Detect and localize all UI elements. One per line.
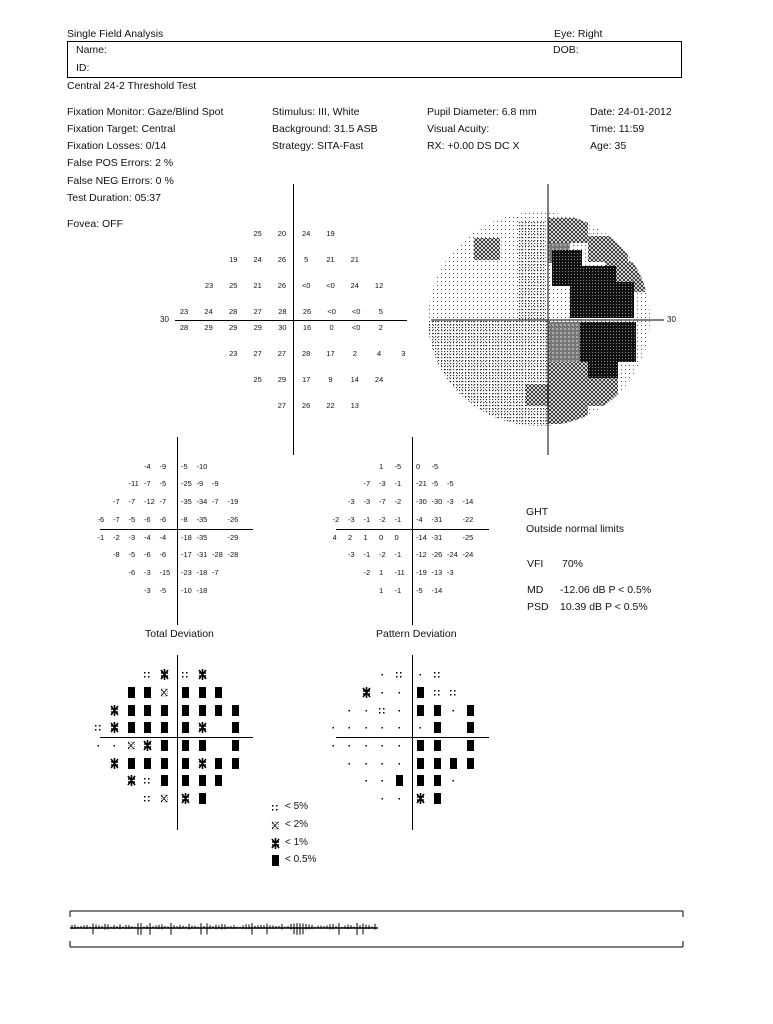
threshold-value: 27 <box>277 401 287 410</box>
total-deviation-values-cell: -5 <box>159 479 167 488</box>
pattern-deviation-values-cell: -14 <box>431 586 443 595</box>
param-rx: RX: +0.00 DS DC X <box>427 140 520 152</box>
total-deviation-values-cell: -5 <box>128 515 136 524</box>
threshold-value: 24 <box>302 229 311 238</box>
pattern-deviation-values-cell: -4 <box>416 515 423 524</box>
total-deviation-values-cell: -2 <box>113 533 120 542</box>
param-visual-acuity: Visual Acuity: <box>427 123 490 135</box>
total-deviation-values-cell: -9 <box>212 479 219 488</box>
param-fixation-losses: Fixation Losses: 0/14 <box>67 140 167 152</box>
threshold-value: 26 <box>277 255 287 264</box>
threshold-value: 26 <box>277 281 287 290</box>
total-deviation-values-cell: -9 <box>159 462 167 471</box>
param-false-pos: False POS Errors: 2 % <box>67 157 174 169</box>
threshold-value: 5 <box>304 255 309 264</box>
threshold-value: 9 <box>328 375 333 384</box>
pattern-deviation-values-cell: 4 <box>332 533 337 542</box>
md-label: MD <box>527 584 544 596</box>
pattern-deviation-values-cell: -5 <box>394 462 402 471</box>
param-strategy: Strategy: SITA-Fast <box>272 140 364 152</box>
threshold-value: 21 <box>253 281 262 290</box>
threshold-value: 23 <box>204 281 214 290</box>
total-deviation-values-cell: -4 <box>159 533 167 542</box>
threshold-value: 0 <box>329 323 334 332</box>
total-deviation-values-cell: -35 <box>196 533 208 542</box>
threshold-value: 24 <box>374 375 384 384</box>
pattern-deviation-values-cell: -1 <box>394 550 402 559</box>
pattern-deviation-values-cell: -7 <box>363 479 371 488</box>
total-deviation-values-cell: -9 <box>196 479 204 488</box>
param-background: Background: 31.5 ASB <box>272 123 378 135</box>
threshold-value: <0 <box>351 307 361 316</box>
pattern-deviation-values-cell: -13 <box>431 568 443 577</box>
ght-value: Outside normal limits <box>526 523 625 535</box>
total-deviation-values-cell: -6 <box>128 568 136 577</box>
grayscale-axis-label-right: 30 <box>667 315 676 324</box>
total-deviation-values-cell: -28 <box>227 550 239 559</box>
threshold-value: 25 <box>253 375 262 384</box>
pattern-deviation-values-cell: 1 <box>379 586 384 595</box>
pattern-deviation-values-cell: -31 <box>431 533 443 542</box>
threshold-value: 24 <box>253 255 262 264</box>
pattern-deviation-values-cell: -14 <box>416 533 427 542</box>
pattern-deviation-values-cell: -3 <box>363 497 371 506</box>
threshold-value: 24 <box>204 307 213 316</box>
threshold-value: 4 <box>377 349 382 358</box>
total-deviation-values-cell: -6 <box>159 550 167 559</box>
threshold-value: 25 <box>229 281 238 290</box>
threshold-value: 19 <box>229 255 238 264</box>
pattern-deviation-values-cell: -7 <box>379 497 386 506</box>
md-value: -12.06 dB P < 0.5% <box>560 584 652 596</box>
total-deviation-values-cell: -4 <box>144 462 151 471</box>
threshold-value: 26 <box>302 307 312 316</box>
pattern-deviation-values-cell: -1 <box>394 479 402 488</box>
total-deviation-values-cell: -8 <box>181 515 188 524</box>
threshold-value: <0 <box>351 323 361 332</box>
pattern-deviation-label: Pattern Deviation <box>376 628 457 640</box>
pattern-deviation-values-cell: -21 <box>416 479 427 488</box>
threshold-value: 28 <box>278 307 287 316</box>
threshold-value: 12 <box>374 281 384 290</box>
legend-label-p2: < 2% <box>285 819 309 830</box>
threshold-value: 27 <box>253 349 262 358</box>
total-deviation-values-cell: -6 <box>97 515 105 524</box>
total-deviation-values-cell: -8 <box>113 550 120 559</box>
pattern-deviation-values-cell: -19 <box>416 568 427 577</box>
legend-label-p1: < 1% <box>285 837 309 848</box>
threshold-value: 27 <box>253 307 262 316</box>
pattern-deviation-values-cell: -5 <box>447 479 454 488</box>
threshold-value: 17 <box>326 349 335 358</box>
patient-id-label: ID: <box>76 62 90 74</box>
total-deviation-values-cell: -3 <box>144 586 151 595</box>
vfi-value: 70% <box>562 558 584 570</box>
psd-value: 10.39 dB P < 0.5% <box>560 601 648 613</box>
pattern-deviation-values-cell: 1 <box>363 533 368 542</box>
threshold-value: 27 <box>277 349 287 358</box>
pattern-deviation-values-cell: 0 <box>416 462 421 471</box>
threshold-value: <0 <box>301 281 311 290</box>
total-deviation-values-cell: -23 <box>181 568 192 577</box>
total-deviation-label: Total Deviation <box>145 628 214 640</box>
pattern-deviation-values-cell: 2 <box>348 533 353 542</box>
threshold-value: 23 <box>229 349 238 358</box>
total-deviation-values-cell: -34 <box>196 497 208 506</box>
total-deviation-values-cell: -35 <box>196 515 208 524</box>
threshold-value: 14 <box>350 375 359 384</box>
threshold-value: 25 <box>253 229 262 238</box>
threshold-value: 3 <box>401 349 406 358</box>
total-deviation-values-cell: -4 <box>144 533 151 542</box>
total-deviation-values-cell: -18 <box>196 586 208 595</box>
pattern-deviation-values-cell: -2 <box>379 550 386 559</box>
pattern-deviation-values-cell: -2 <box>332 515 340 524</box>
total-deviation-values-cell: -19 <box>227 497 239 506</box>
threshold-value: 28 <box>302 349 311 358</box>
pattern-deviation-values-cell: -24 <box>447 550 458 559</box>
pattern-deviation-values-cell: -25 <box>462 533 474 542</box>
pattern-deviation-values-cell: -2 <box>379 515 386 524</box>
eye-label: Eye: Right <box>554 28 603 40</box>
legend-label-p5: < 5% <box>285 801 309 812</box>
param-fixation-target: Fixation Target: Central <box>67 123 176 135</box>
threshold-axis-label-left: 30 <box>160 315 169 324</box>
total-deviation-values-cell: -5 <box>181 462 188 471</box>
pattern-deviation-values-cell: -1 <box>394 586 402 595</box>
pattern-deviation-values-cell: -3 <box>348 550 355 559</box>
total-deviation-values-cell: -10 <box>196 462 208 471</box>
pattern-deviation-values-cell: 1 <box>379 568 384 577</box>
pattern-deviation-values-cell: -12 <box>416 550 427 559</box>
total-deviation-values-cell: -15 <box>159 568 171 577</box>
psd-label: PSD <box>527 601 549 613</box>
dob-label: DOB: <box>553 44 579 56</box>
threshold-value: <0 <box>326 281 335 290</box>
pattern-deviation-values-cell: 0 <box>379 533 384 542</box>
total-deviation-values-cell: -3 <box>128 533 136 542</box>
pattern-deviation-values-cell: -5 <box>416 586 423 595</box>
threshold-value: 24 <box>350 281 359 290</box>
total-deviation-values-cell: -5 <box>159 586 167 595</box>
threshold-value: 26 <box>302 401 311 410</box>
threshold-value: 28 <box>179 323 189 332</box>
threshold-value: 29 <box>253 323 262 332</box>
pattern-deviation-values-cell: -11 <box>394 568 405 577</box>
total-deviation-values-cell: -7 <box>128 497 136 506</box>
total-deviation-values-cell: -1 <box>97 533 105 542</box>
threshold-value: 29 <box>229 323 238 332</box>
param-date: Date: 24-01-2012 <box>590 106 672 118</box>
pattern-deviation-values-cell: -3 <box>447 497 454 506</box>
total-deviation-values-cell: -6 <box>144 550 151 559</box>
param-false-neg: False NEG Errors: 0 % <box>67 175 174 187</box>
legend-label-p05: < 0.5% <box>285 854 317 865</box>
pattern-deviation-values-cell: -3 <box>348 497 355 506</box>
param-stimulus: Stimulus: III, White <box>272 106 360 118</box>
param-fixation-monitor: Fixation Monitor: Gaze/Blind Spot <box>67 106 224 118</box>
param-test-duration: Test Duration: 05:37 <box>67 192 161 204</box>
test-name: Central 24-2 Threshold Test <box>67 80 197 92</box>
threshold-value: 5 <box>378 307 383 316</box>
total-deviation-values-cell: -31 <box>196 550 208 559</box>
pattern-deviation-values-cell: -22 <box>462 515 474 524</box>
total-deviation-values-cell: -6 <box>159 515 167 524</box>
total-deviation-values-cell: -7 <box>113 497 120 506</box>
pattern-deviation-values-cell: -30 <box>431 497 443 506</box>
pattern-deviation-values-cell: -1 <box>363 515 371 524</box>
threshold-value: 29 <box>277 375 287 384</box>
total-deviation-values-cell: -7 <box>144 479 151 488</box>
threshold-value: 13 <box>350 401 359 410</box>
total-deviation-values-cell: -26 <box>227 515 239 524</box>
param-fovea: Fovea: OFF <box>67 218 124 230</box>
threshold-value: 21 <box>350 255 359 264</box>
total-deviation-values-cell: -17 <box>181 550 192 559</box>
threshold-value: 23 <box>179 307 189 316</box>
total-deviation-values-cell: -18 <box>196 568 208 577</box>
threshold-value: 30 <box>278 323 287 332</box>
total-deviation-values-cell: -6 <box>144 515 151 524</box>
total-deviation-values-cell: -12 <box>144 497 155 506</box>
pattern-deviation-values-cell: -1 <box>394 515 402 524</box>
pattern-deviation-values-cell: -3 <box>348 515 355 524</box>
threshold-value: 29 <box>204 323 213 332</box>
param-age: Age: 35 <box>590 140 627 152</box>
threshold-value: 21 <box>326 255 335 264</box>
pattern-deviation-values-cell: -1 <box>363 550 371 559</box>
total-deviation-values-cell: -7 <box>212 568 219 577</box>
threshold-value: 20 <box>277 229 287 238</box>
threshold-value: <0 <box>327 307 336 316</box>
pattern-deviation-values-cell: 1 <box>379 462 384 471</box>
pattern-deviation-values-cell: -3 <box>379 479 386 488</box>
pattern-deviation-values-cell: 0 <box>394 533 399 542</box>
param-pupil-diameter: Pupil Diameter: 6.8 mm <box>427 106 537 118</box>
pattern-deviation-values-cell: -2 <box>394 497 402 506</box>
threshold-value: 2 <box>378 323 383 332</box>
patient-name-label: Name: <box>76 44 107 56</box>
threshold-value: 2 <box>352 349 357 358</box>
threshold-value: 16 <box>302 323 312 332</box>
total-deviation-values-cell: -11 <box>128 479 139 488</box>
param-time: Time: 11:59 <box>590 123 645 135</box>
pattern-deviation-values-cell: -30 <box>416 497 427 506</box>
total-deviation-values-cell: -7 <box>159 497 167 506</box>
threshold-value: 22 <box>326 401 335 410</box>
pattern-deviation-values-cell: -31 <box>431 515 443 524</box>
pattern-deviation-values-cell: -26 <box>431 550 443 559</box>
total-deviation-values-cell: -7 <box>113 515 120 524</box>
total-deviation-values-cell: -28 <box>212 550 223 559</box>
vfi-label: VFI <box>527 558 544 570</box>
threshold-value: 28 <box>229 307 238 316</box>
total-deviation-values-cell: -29 <box>227 533 239 542</box>
report-title: Single Field Analysis <box>67 28 164 40</box>
pattern-deviation-values-cell: -5 <box>431 479 439 488</box>
total-deviation-values-cell: -35 <box>181 497 192 506</box>
total-deviation-values-cell: -7 <box>212 497 219 506</box>
pattern-deviation-values-cell: -2 <box>363 568 371 577</box>
threshold-value: 17 <box>302 375 311 384</box>
total-deviation-values-cell: -10 <box>181 586 192 595</box>
total-deviation-values-cell: -5 <box>128 550 136 559</box>
pattern-deviation-values-cell: -3 <box>447 568 454 577</box>
ght-label: GHT <box>526 506 549 518</box>
total-deviation-values-cell: -3 <box>144 568 151 577</box>
total-deviation-values-cell: -18 <box>181 533 192 542</box>
pattern-deviation-values-cell: -5 <box>431 462 439 471</box>
pattern-deviation-values-cell: -24 <box>462 550 474 559</box>
total-deviation-values-cell: -25 <box>181 479 192 488</box>
pattern-deviation-values-cell: -14 <box>462 497 474 506</box>
threshold-value: 19 <box>326 229 335 238</box>
